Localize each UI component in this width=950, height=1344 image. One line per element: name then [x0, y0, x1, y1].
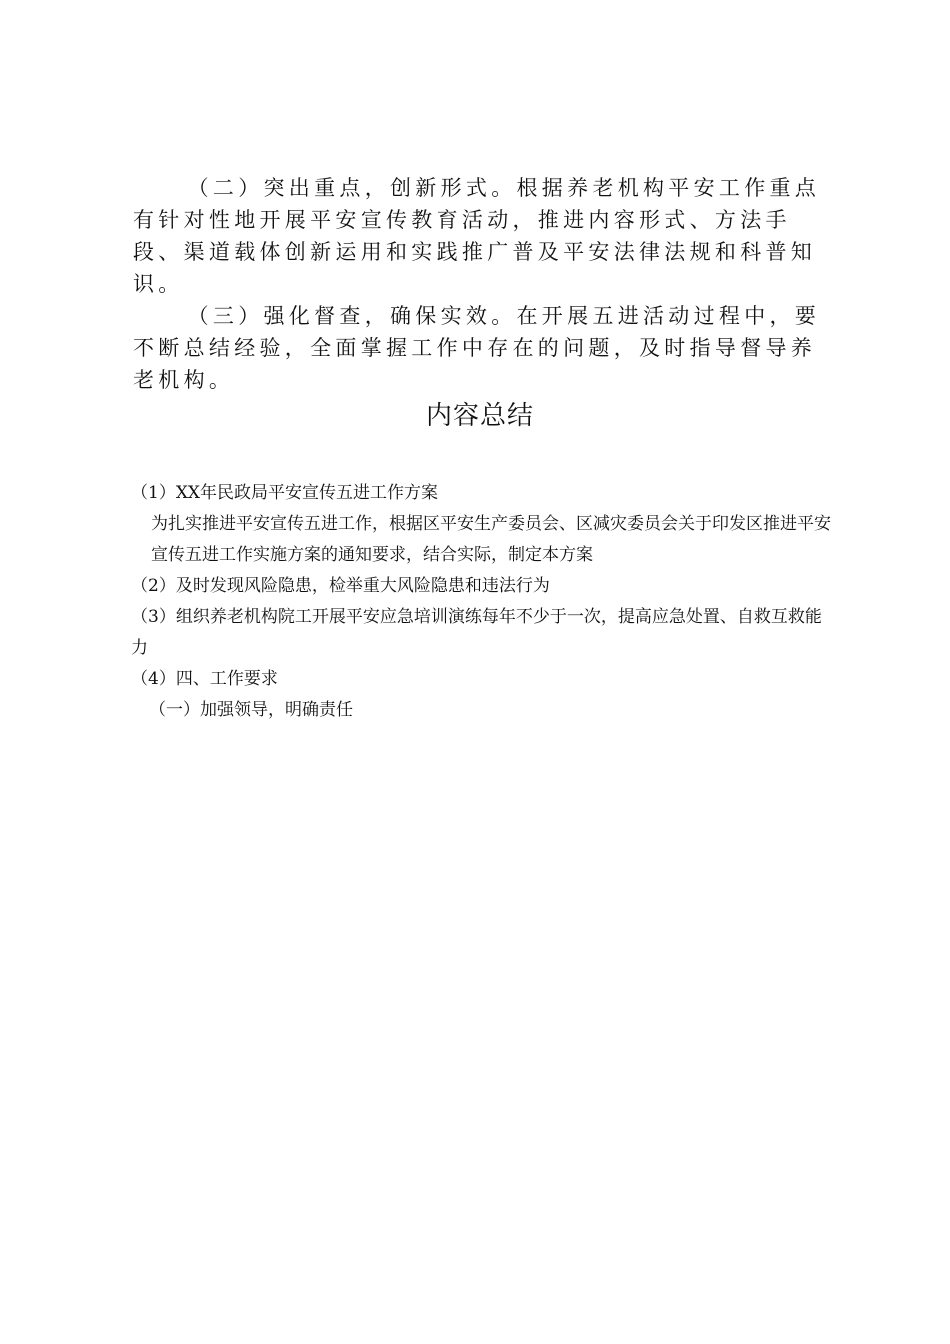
body-paragraph-line: 不断总结经验，全面掌握工作中存在的问题，及时指导督导养 [133, 336, 817, 360]
summary-subitem: （一）加强领导，明确责任 [149, 700, 353, 720]
summary-item-body: 为扎实推进平安宣传五进工作，根据区平安生产委员会、区减灾委员会关于印发区推进平安宣传五进工作实施方案的通知要求，结合实际，制定本方案 [151, 514, 831, 565]
body-paragraph: （二）突出重点，创新形式。根据养老机构平安工作重点有针对性地开展平安宣传教育活动，推进内容形式、方法手段、渠道载体创新运用和实践推广普及平安法律法规和科普知识。 [133, 176, 821, 296]
summary-item: （3）组织养老机构院工开展平安应急培训演练每年不少于一次，提高应急处置、自救互救能力 [131, 607, 822, 658]
summary-list [131, 478, 831, 726]
summary-item-heading: （1）XX年民政局平安宣传五进工作方案 [131, 483, 439, 503]
summary-title: 内容总结 [425, 401, 534, 431]
body-text [133, 172, 833, 396]
summary-item: （2）及时发现风险隐患，检举重大风险隐患和违法行为 [131, 576, 550, 596]
body-paragraph-line: 老机构。 [133, 368, 235, 392]
body-paragraph: （三）强化督查，确保实效。在开展五进活动过程中，要 [187, 304, 821, 328]
summary-item: （4）四、工作要求 [131, 669, 278, 689]
